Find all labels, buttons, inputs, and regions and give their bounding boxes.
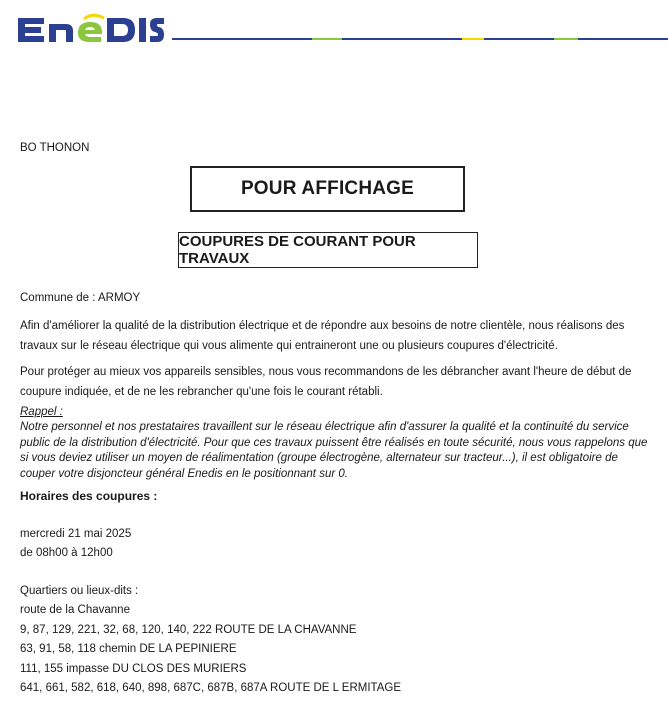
locations-heading: Quartiers ou lieux-dits : [20, 585, 139, 597]
rappel-label: Rappel : [20, 406, 63, 418]
letterhead [0, 0, 668, 60]
schedule-date: mercredi 21 mai 2025 [20, 528, 132, 540]
commune: Commune de : ARMOY [20, 292, 141, 304]
schedule-heading: Horaires des coupures : [20, 489, 158, 503]
location-item: route de la Chavanne [20, 604, 130, 616]
schedule-time: de 08h00 à 12h00 [20, 547, 113, 559]
intro-paragraph: Afin d'améliorer la qualité de la distribution électrique et de répondre aux besoins de notre clientèle, nous réalisons des travaux sur le réseau électrique qui vous alimente qui entraineront une ou plusieurs coupures d'électricité. [20, 320, 625, 352]
notice-subtitle: COUPURES DE COURANT POUR TRAVAUX [178, 232, 478, 268]
location-item: 641, 661, 582, 618, 640, 898, 687C, 687B, 687A ROUTE DE L ERMITAGE [20, 682, 401, 694]
rappel-text: Notre personnel et nos prestataires travaillent sur le réseau électrique afin d'assurer la qualité et la continuité du service public de la distribution d'électricité. Pour que ces travaux puissent être réalisés en toute sécurité, nous vous rappelons que si vous deviez utiliser un moyen de réalimentation (groupe électrogène, alternateur sur tracteur...), il est obligatoire de couper votre disjoncteur général Enedis en le positionnant sur 0. [20, 421, 648, 480]
location-item: 9, 87, 129, 221, 32, 68, 120, 140, 222 ROUTE DE LA CHAVANNE [20, 624, 357, 636]
enedis-logo [14, 10, 164, 50]
location-item: 111, 155 impasse DU CLOS DES MURIERS [20, 663, 247, 675]
header-rule [172, 37, 668, 41]
sender: BO THONON [20, 142, 90, 154]
advice-paragraph: Pour protéger au mieux vos appareils sensibles, nous vous recommandons de les débrancher avant l'heure de début de coupure indiquée, et de ne les rebrancher qu'une fois le courant rétabli. [20, 366, 632, 398]
notice-title: POUR AFFICHAGE [190, 166, 465, 212]
location-item: 63, 91, 58, 118 chemin DE LA PEPINIERE [20, 643, 237, 655]
